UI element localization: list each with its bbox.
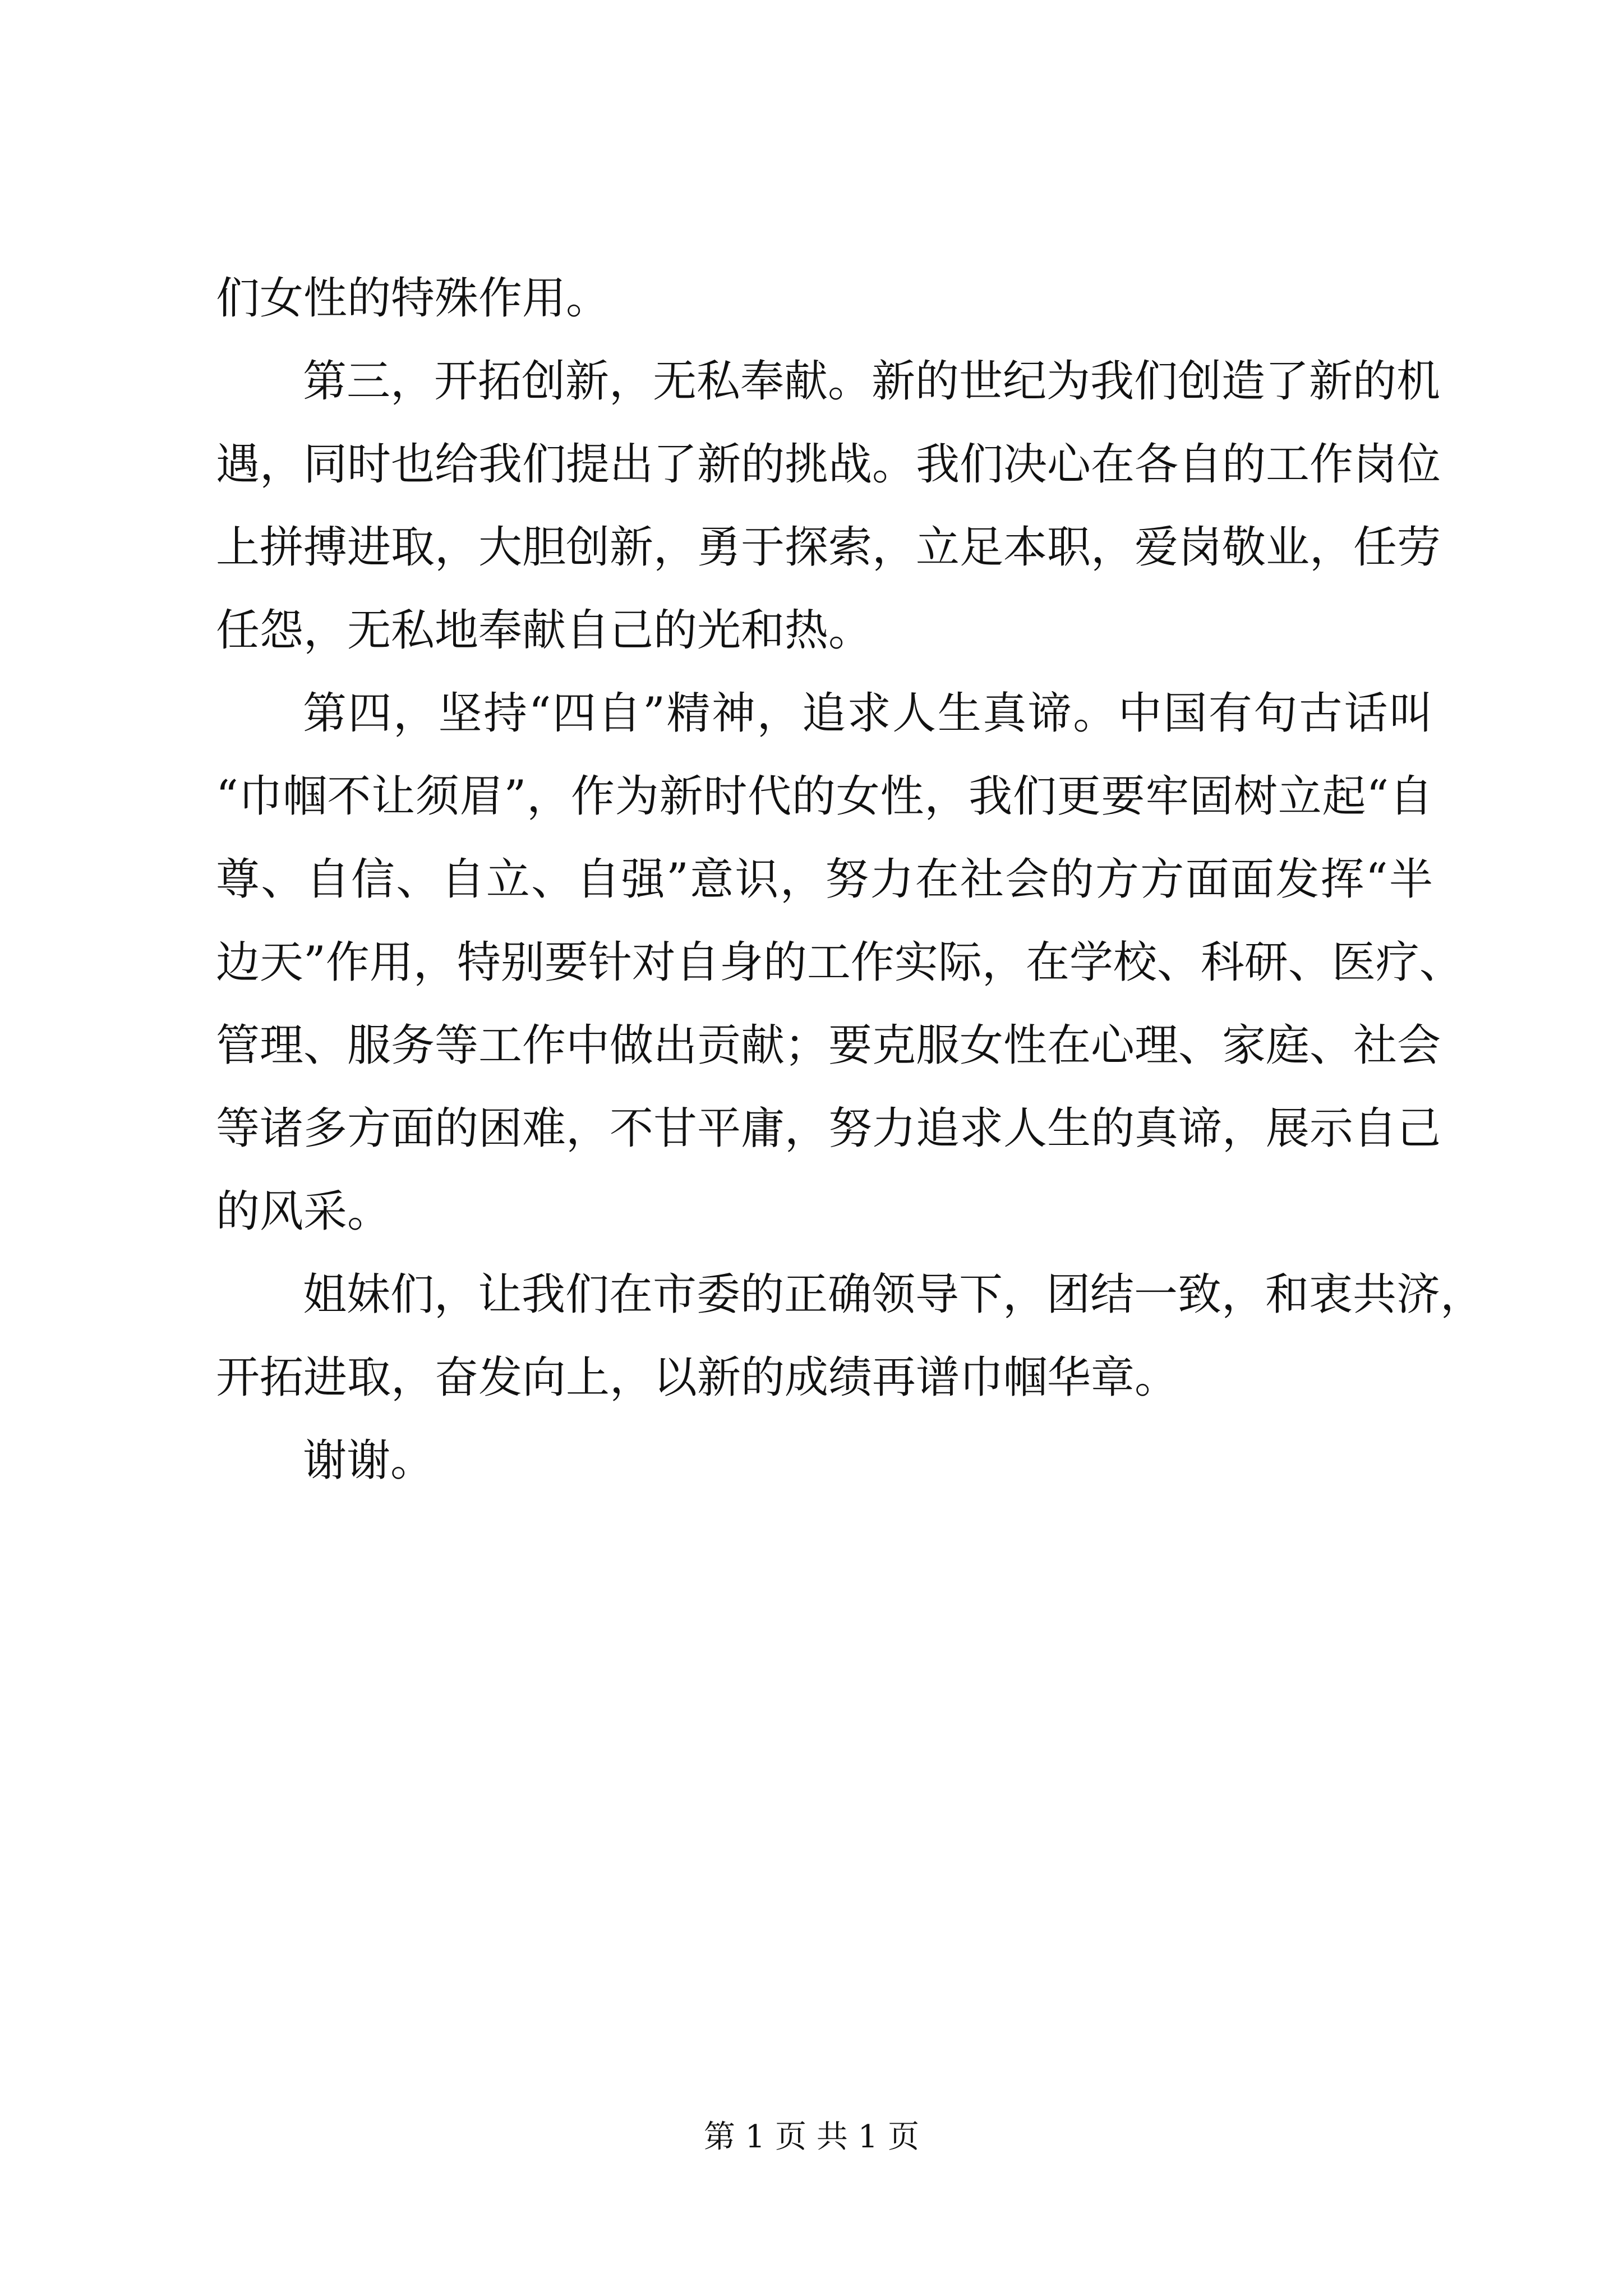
page-number-footer: 第 1 页 共 1 页 <box>703 2119 920 2155</box>
text-line: 等诸多方面的困难，不甘平庸，努力追求人生的真谛，展示自己 <box>216 1103 1441 1154</box>
text-line: 谢谢。 <box>303 1435 435 1486</box>
text-line: 的风采。 <box>216 1186 391 1237</box>
text-line: 遇，同时也给我们提出了新的挑战。我们决心在各自的工作岗位 <box>216 439 1441 490</box>
text-line: 任怨，无私地奉献自己的光和热。 <box>216 605 873 656</box>
text-line: 第四，坚持“四自”精神，追求人生真谛。中国有句古话叫 <box>303 688 1433 739</box>
text-line: 边天”作用，特别要针对自身的工作实际，在学校、科研、医疗、 <box>216 937 1463 988</box>
text-line: 管理、服务等工作中做出贡献；要克服女性在心理、家庭、社会 <box>216 1020 1441 1071</box>
text-line: “巾帼不让须眉”，作为新时代的女性，我们更要牢固树立起“自 <box>216 771 1433 822</box>
text-line: 们女性的特殊作用。 <box>216 273 610 324</box>
text-line: 姐妹们，让我们在市委的正确领导下，团结一致，和衷共济， <box>303 1269 1484 1320</box>
document-body <box>216 257 1484 1502</box>
text-line: 开拓进取，奋发向上，以新的成绩再谱巾帼华章。 <box>216 1352 1179 1403</box>
text-line: 尊、自信、自立、自强”意识，努力在社会的方方面面发挥“半 <box>216 854 1433 905</box>
text-line: 上拼搏进取，大胆创新，勇于探索，立足本职，爱岗敬业，任劳 <box>216 522 1441 573</box>
text-line: 第三，开拓创新，无私奉献。新的世纪为我们创造了新的机 <box>303 356 1441 407</box>
